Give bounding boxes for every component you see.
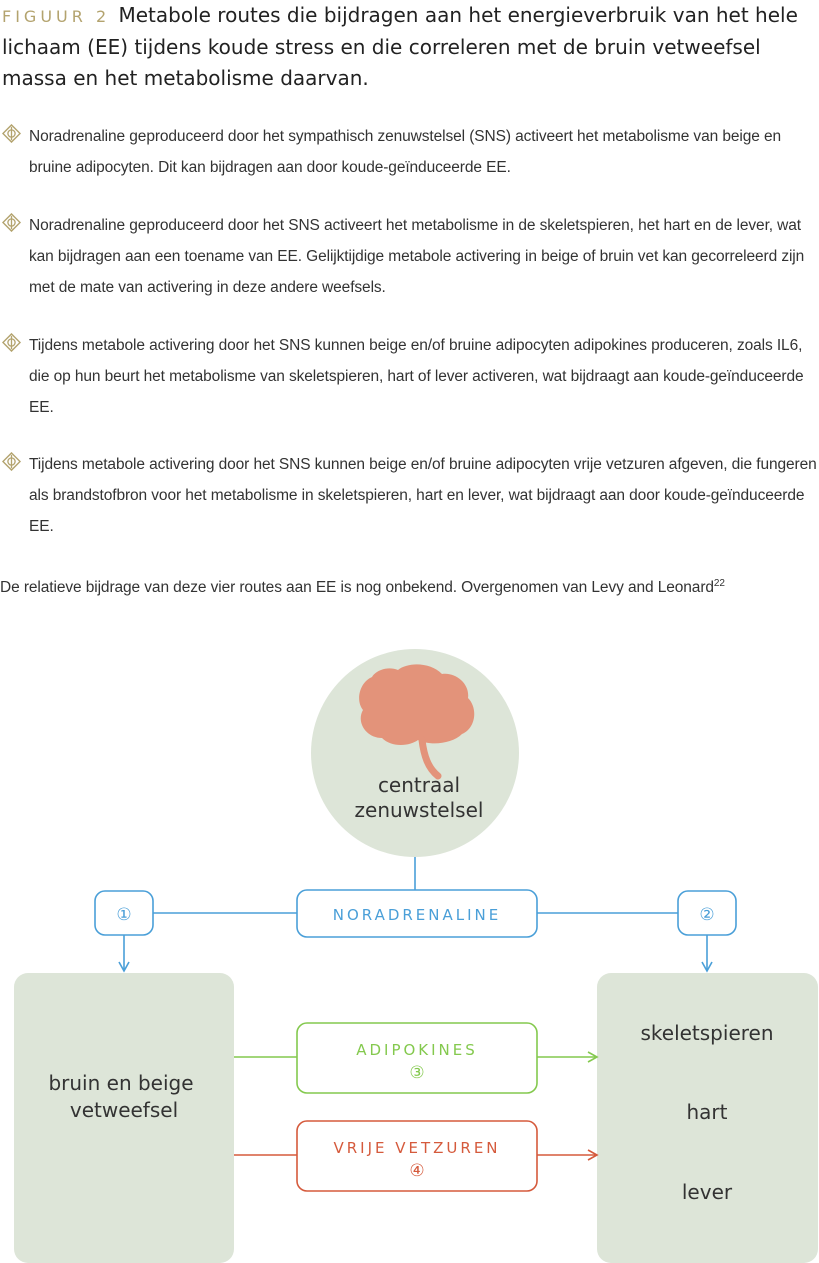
- pathway-diagram: [0, 600, 819, 1263]
- route4-number: ④: [409, 1161, 425, 1181]
- noradrenaline-label: NORADRENALINE: [332, 906, 502, 924]
- caption-reference: 22: [713, 578, 725, 589]
- tissue-skeletal-muscle: skeletspieren: [640, 1021, 774, 1045]
- figure-caption: [0, 568, 819, 603]
- adipokines-label: ADIPOKINES: [356, 1041, 478, 1059]
- list-item-text: Tijdens metabole activering door het SNS kunnen beige en/of bruine adipocyten adipokines produceren, zoals IL6, die op hun beurt het metabolisme van skeletspieren, hart of lever activeren, wat bijdraagt aan koude-geïnduceerde EE.: [29, 337, 804, 416]
- leaf-bullet-icon: [2, 333, 21, 352]
- leaf-bullet-icon: [2, 213, 21, 232]
- fatty-acids-label: VRIJE VETZUREN: [333, 1139, 501, 1157]
- leaf-bullet-icon: [2, 452, 21, 471]
- tissue-liver: lever: [681, 1180, 733, 1204]
- fat-tissue-line2: vetweefsel: [69, 1098, 179, 1122]
- route3-number: ③: [409, 1063, 425, 1083]
- cns-label-line1: centraal: [377, 773, 461, 797]
- list-item-text: Noradrenaline geproduceerd door het sympathisch zenuwstelsel (SNS) activeert het metabolisme van beige en bruine adipocyten. Dit kan bijdragen aan door koude-geïnduceerde EE.: [29, 128, 781, 176]
- figure-title-text: Metabole routes die bijdragen aan het energieverbruik van het hele lichaam (EE) tijdens koude stress en die correleren met de bruin vetweefsel massa en het metabolisme daarvan.: [2, 3, 798, 90]
- list-item-text: Tijdens metabole activering door het SNS kunnen beige en/of bruine adipocyten vrije vetzuren afgeven, die fungeren als brandstofbron voor het metabolisme in skeletspieren, hart en lever, wat bijdraagt aan door koude-geïnduceerde EE.: [29, 456, 817, 535]
- tissue-heart: hart: [686, 1100, 728, 1124]
- leaf-bullet-icon: [2, 124, 21, 143]
- fat-tissue-line1: bruin en beige: [48, 1071, 194, 1095]
- figure-title: [2, 0, 817, 94]
- route2-number: ②: [699, 905, 715, 925]
- caption-text: De relatieve bijdrage van deze vier routes aan EE is nog onbekend. Overgenomen van Levy and Leonard: [0, 579, 714, 596]
- figure-label: FIGUUR 2: [2, 7, 111, 26]
- cns-label-line2: zenuwstelsel: [354, 798, 484, 822]
- route1-number: ①: [116, 905, 132, 925]
- list-item-text: Noradrenaline geproduceerd door het SNS activeert het metabolisme in de skeletspieren, het hart en de lever, wat kan bijdragen aan een toename van EE. Gelijktijdige metabole activering in beige of bruin vet kan gecorreleerd zijn met de mate van activering in deze andere weefsels.: [29, 217, 805, 296]
